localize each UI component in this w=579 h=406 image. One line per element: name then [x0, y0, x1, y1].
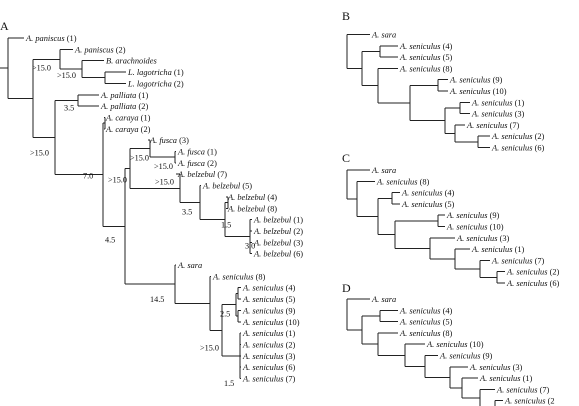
- species-text: belzebul: [263, 249, 292, 259]
- genus-text: A.: [178, 170, 186, 180]
- node-support-value: 3.5: [64, 103, 75, 113]
- species-text: seniculus: [252, 306, 284, 316]
- species-text: seniculus: [501, 143, 533, 153]
- genus-text: A.: [203, 181, 211, 191]
- taxon-label: [242, 284, 296, 293]
- genus-text: A.: [507, 267, 515, 277]
- genus-text: A.: [106, 124, 114, 134]
- specimen-number: (2: [547, 396, 555, 406]
- taxon-label: [399, 64, 453, 73]
- genus-text: A.: [178, 261, 186, 270]
- node-support-value: 7.0: [83, 171, 94, 181]
- genus-text: A.: [472, 245, 480, 255]
- node-support-value: 3.5: [182, 207, 193, 217]
- node-support-value: >15.0: [155, 177, 174, 187]
- species-text: seniculus: [409, 53, 441, 63]
- genus-text: A.: [480, 374, 488, 384]
- specimen-number: (4): [285, 283, 296, 293]
- specimen-number: (1): [285, 329, 296, 339]
- species-text: seniculus: [436, 340, 468, 350]
- taxon-label: [496, 385, 550, 394]
- specimen-number: (9): [489, 211, 500, 221]
- taxon-label: [74, 45, 126, 54]
- species-text: belzebul: [237, 192, 266, 202]
- genus-text: A.: [402, 199, 410, 209]
- taxon-label: [100, 91, 148, 100]
- specimen-number: (5): [242, 181, 253, 191]
- taxon-label: [471, 245, 525, 254]
- specimen-number: (7): [217, 170, 228, 180]
- genus-text: A.: [243, 283, 251, 293]
- panel-label: C: [342, 151, 351, 165]
- species-text: seniculus: [479, 362, 511, 372]
- panel-label: A: [0, 19, 9, 33]
- species-text: palliata: [110, 102, 137, 112]
- taxon-label: [491, 144, 545, 153]
- species-text: seniculus: [466, 233, 498, 243]
- node-support-value: >15.0: [200, 343, 219, 353]
- species-text: seniculus: [222, 272, 254, 282]
- specimen-number: (7): [539, 385, 550, 395]
- specimen-number: (7): [509, 120, 520, 130]
- tree-panel-a: [0, 19, 303, 388]
- node-support-value: >15.0: [154, 162, 173, 172]
- genus-text: A.: [243, 374, 251, 384]
- taxon-label: [491, 132, 545, 141]
- genus-text: A.: [372, 30, 380, 40]
- specimen-number: (3): [179, 136, 189, 146]
- genus-text: A.: [26, 34, 34, 43]
- specimen-number: (10): [489, 222, 504, 232]
- taxon-label: [399, 318, 453, 327]
- species-text: seniculus: [252, 295, 284, 305]
- species-text: seniculus: [252, 329, 284, 339]
- species-text: belzebul: [263, 226, 292, 236]
- species-text: seniculus: [514, 396, 546, 406]
- species-text: seniculus: [506, 385, 538, 395]
- species-text: sara: [187, 261, 203, 270]
- taxon-label: [449, 76, 503, 85]
- genus-text: A.: [402, 188, 410, 198]
- species-text: seniculus: [409, 41, 441, 51]
- species-text: seniculus: [411, 188, 443, 198]
- taxon-label: [177, 170, 227, 179]
- taxon-label: [105, 113, 151, 122]
- genus-text: A.: [507, 279, 515, 288]
- taxon-label: [202, 182, 252, 191]
- taxon-label: [242, 363, 296, 372]
- taxon-label: [471, 110, 525, 119]
- specimen-number: (6): [285, 363, 296, 373]
- species-text: seniculus: [386, 177, 418, 187]
- node-support-value: 1.5: [221, 220, 232, 230]
- specimen-number: (8): [442, 64, 453, 74]
- species-text: seniculus: [252, 283, 284, 293]
- taxon-label: [106, 57, 157, 66]
- specimen-number: (1): [138, 90, 149, 100]
- node-support-value: >15.0: [32, 63, 51, 73]
- specimen-number: (3): [499, 233, 510, 243]
- specimen-number: (1): [140, 113, 151, 123]
- genus-text: A.: [440, 351, 448, 361]
- specimen-number: (2): [140, 124, 151, 134]
- taxon-label: [371, 166, 396, 175]
- taxon-label: [25, 34, 77, 43]
- node-support-value: 14.5: [150, 295, 165, 305]
- species-text: fusca: [187, 147, 205, 157]
- specimen-number: (4): [267, 192, 278, 202]
- taxon-label: [242, 352, 296, 361]
- taxon-label: [469, 363, 523, 372]
- species-text: caraya: [115, 124, 139, 134]
- specimen-number: (1): [173, 68, 184, 78]
- specimen-number: (2): [534, 132, 545, 142]
- specimen-number: (2): [549, 267, 560, 277]
- taxon-label: [253, 250, 303, 259]
- taxon-label: [471, 98, 525, 107]
- species-text: seniculus: [516, 279, 548, 288]
- taxon-label: [100, 102, 148, 111]
- taxon-label: [456, 234, 510, 243]
- panel-label: B: [342, 9, 351, 23]
- species-text: seniculus: [252, 351, 284, 361]
- specimen-number: (7): [534, 256, 545, 266]
- genus-text: A.: [492, 256, 500, 266]
- species-text: seniculus: [489, 374, 521, 384]
- genus-text: A.: [470, 362, 478, 372]
- species-text: seniculus: [252, 317, 284, 327]
- genus-text: A.: [497, 385, 505, 395]
- specimen-number: (4): [442, 41, 453, 51]
- specimen-number: (10): [285, 317, 300, 327]
- genus-text: A.: [447, 211, 455, 221]
- species-text: belzebul: [237, 204, 266, 214]
- species-text: palliata: [110, 90, 137, 100]
- taxon-label: [399, 42, 453, 51]
- taxon-label: [446, 211, 500, 220]
- genus-text: A.: [243, 329, 251, 339]
- node-support-value: 4.5: [105, 235, 116, 245]
- species-text: seniculus: [409, 317, 441, 327]
- species-text: seniculus: [252, 363, 284, 373]
- taxon-label: [376, 177, 430, 186]
- species-text: seniculus: [459, 87, 491, 96]
- species-text: seniculus: [481, 109, 513, 119]
- specimen-number: (5): [285, 295, 296, 305]
- specimen-number: (2): [293, 226, 304, 236]
- genus-text: A.: [228, 192, 236, 202]
- species-text: seniculus: [409, 306, 441, 316]
- taxon-label: [212, 272, 266, 281]
- node-support-value: 2.5: [220, 309, 231, 319]
- species-text: seniculus: [501, 256, 533, 266]
- taxon-label: [491, 256, 545, 265]
- taxon-label: [253, 216, 303, 225]
- genus-text: A.: [505, 396, 513, 406]
- taxon-label: [253, 227, 303, 236]
- taxon-label: [479, 374, 533, 383]
- species-text: seniculus: [252, 340, 284, 350]
- species-text: seniculus: [501, 132, 533, 142]
- species-text: belzebul: [263, 238, 292, 248]
- species-text: seniculus: [411, 199, 443, 209]
- node-support-value: 3.0: [245, 241, 256, 251]
- taxon-label: [426, 340, 484, 349]
- tree-panel-c: [342, 151, 560, 288]
- specimen-number: (8): [419, 177, 430, 187]
- taxon-label: [446, 223, 504, 232]
- specimen-number: (2): [173, 79, 184, 89]
- specimen-number: (1): [514, 245, 525, 255]
- taxon-label: [127, 68, 184, 77]
- genus-text: A.: [213, 272, 221, 282]
- taxon-label: [506, 268, 560, 277]
- taxon-label: [242, 329, 296, 338]
- genus-text: A.: [427, 340, 435, 350]
- genus-text: A.: [450, 75, 458, 85]
- genus-text: A.: [457, 233, 465, 243]
- taxon-label: [177, 148, 217, 157]
- taxon-label: [401, 200, 455, 209]
- node-support-value: >15.0: [57, 71, 76, 81]
- genus-text: A.: [472, 109, 480, 119]
- specimen-number: (8): [267, 204, 278, 214]
- species-text: seniculus: [476, 120, 508, 130]
- specimen-number: (5): [442, 53, 453, 63]
- specimen-number: (1): [207, 147, 217, 157]
- taxon-label: [227, 204, 277, 213]
- species-text: sara: [381, 166, 397, 175]
- panel-label: D: [342, 281, 351, 295]
- specimen-number: (3): [514, 109, 525, 119]
- specimen-number: (4): [444, 188, 455, 198]
- genus-text: A.: [243, 340, 251, 350]
- taxon-label: [242, 306, 296, 315]
- genus-text: A.: [447, 222, 455, 232]
- specimen-number: (1): [293, 215, 304, 225]
- genus-text: A.: [75, 45, 83, 55]
- specimen-number: (2): [115, 45, 126, 55]
- genus-text: A.: [492, 132, 500, 142]
- tree-panel-d: [342, 281, 558, 406]
- species-text: seniculus: [516, 267, 548, 277]
- species-text: paniscus: [84, 45, 114, 55]
- taxon-label: [105, 125, 151, 134]
- genus-text: A.: [178, 158, 186, 168]
- species-text: seniculus: [456, 222, 488, 232]
- taxon-label: [399, 306, 453, 315]
- species-text: seniculus: [481, 245, 513, 255]
- specimen-number: (5): [442, 317, 453, 327]
- species-text: seniculus: [456, 211, 488, 221]
- taxon-label: [127, 79, 184, 88]
- specimen-number: (1): [66, 34, 77, 43]
- taxon-label: [439, 352, 493, 361]
- specimen-number: (1): [522, 374, 533, 384]
- genus-text: A.: [450, 87, 458, 96]
- specimen-number: (8): [255, 272, 266, 282]
- species-text: fusca: [187, 158, 205, 168]
- genus-text: A.: [243, 306, 251, 316]
- taxon-label: [149, 136, 189, 145]
- specimen-number: (3): [512, 362, 523, 372]
- species-text: sara: [381, 30, 397, 40]
- taxon-label: [227, 193, 277, 202]
- species-text: seniculus: [409, 64, 441, 74]
- tree-panel-b: [342, 9, 545, 153]
- specimen-number: (9): [285, 306, 296, 316]
- specimen-number: (6): [534, 143, 545, 153]
- specimen-number: (2): [138, 102, 149, 112]
- taxon-label: [242, 295, 296, 304]
- species-text: sara: [381, 295, 397, 304]
- taxon-label: [399, 53, 453, 62]
- genus-text: A.: [254, 215, 262, 225]
- genus-text: A.: [377, 177, 385, 187]
- species-text: seniculus: [459, 75, 491, 85]
- species-text: belzebul: [187, 170, 216, 180]
- species-text: fusca: [159, 136, 177, 146]
- species-text: belzebul: [263, 215, 292, 225]
- genus-text: A.: [400, 328, 408, 338]
- genus-text: A.: [400, 317, 408, 327]
- genus-text: A.: [150, 136, 158, 146]
- species-text: paniscus: [35, 34, 65, 43]
- genus-text: A.: [243, 317, 251, 327]
- node-support-value: 1.5: [224, 378, 235, 388]
- genus-text: A.: [106, 113, 114, 123]
- specimen-number: (2): [207, 158, 217, 168]
- taxon-label: [466, 121, 520, 130]
- specimen-number: (3): [285, 351, 296, 361]
- taxon-label: [401, 189, 455, 198]
- taxon-label: [253, 238, 303, 247]
- genus-text: A.: [372, 166, 380, 175]
- taxon-label: [242, 340, 296, 349]
- species-text: belzebul: [212, 181, 241, 191]
- specimen-number: (1): [514, 98, 525, 108]
- genus-text: A.: [243, 295, 251, 305]
- genus-text: A.: [243, 363, 251, 373]
- genus-text: A.: [254, 226, 262, 236]
- taxon-label: [504, 397, 555, 406]
- specimen-number: (2): [285, 340, 296, 350]
- taxon-label: [449, 87, 507, 96]
- taxon-label: [371, 295, 396, 304]
- specimen-number: (5): [444, 199, 455, 209]
- specimen-number: (10): [492, 87, 507, 96]
- node-support-value: >15.0: [130, 153, 149, 163]
- genus-text: A.: [178, 147, 186, 157]
- specimen-number: (10): [469, 340, 484, 350]
- genus-text: A.: [400, 64, 408, 74]
- species-text: caraya: [115, 113, 139, 123]
- taxon-label: [242, 318, 300, 327]
- species-text: arachnoides: [115, 56, 157, 66]
- genus-text: L.: [128, 68, 135, 78]
- taxon-label: [399, 329, 453, 338]
- species-text: seniculus: [252, 374, 284, 384]
- species-text: seniculus: [409, 328, 441, 338]
- species-text: lagotricha: [136, 68, 172, 78]
- specimen-number: (9): [492, 75, 503, 85]
- genus-text: A.: [467, 120, 475, 130]
- specimen-number: (3): [293, 238, 304, 248]
- genus-text: A.: [400, 53, 408, 63]
- species-text: lagotricha: [136, 79, 172, 89]
- taxon-label: [177, 261, 202, 270]
- taxon-label: [242, 375, 296, 384]
- genus-text: A.: [400, 306, 408, 316]
- specimen-number: (7): [285, 374, 296, 384]
- taxon-label: [177, 159, 217, 168]
- genus-text: B.: [106, 56, 114, 66]
- specimen-number: (6): [549, 279, 560, 288]
- specimen-number: (8): [442, 328, 453, 338]
- genus-text: A.: [372, 295, 380, 304]
- genus-text: A.: [101, 90, 109, 100]
- specimen-number: (9): [482, 351, 493, 361]
- genus-text: A.: [243, 351, 251, 361]
- genus-text: A.: [228, 204, 236, 214]
- genus-text: L.: [128, 79, 135, 89]
- species-text: seniculus: [449, 351, 481, 361]
- genus-text: A.: [472, 98, 480, 108]
- species-text: seniculus: [481, 98, 513, 108]
- genus-text: A.: [101, 102, 109, 112]
- specimen-number: (4): [442, 306, 453, 316]
- genus-text: A.: [254, 238, 262, 248]
- node-support-value: >15.0: [30, 148, 49, 158]
- genus-text: A.: [492, 143, 500, 153]
- specimen-number: (6): [293, 249, 304, 259]
- node-support-value: >15.0: [108, 175, 127, 185]
- genus-text: A.: [400, 41, 408, 51]
- taxon-label: [371, 31, 396, 40]
- genus-text: A.: [254, 249, 262, 259]
- taxon-label: [506, 279, 560, 288]
